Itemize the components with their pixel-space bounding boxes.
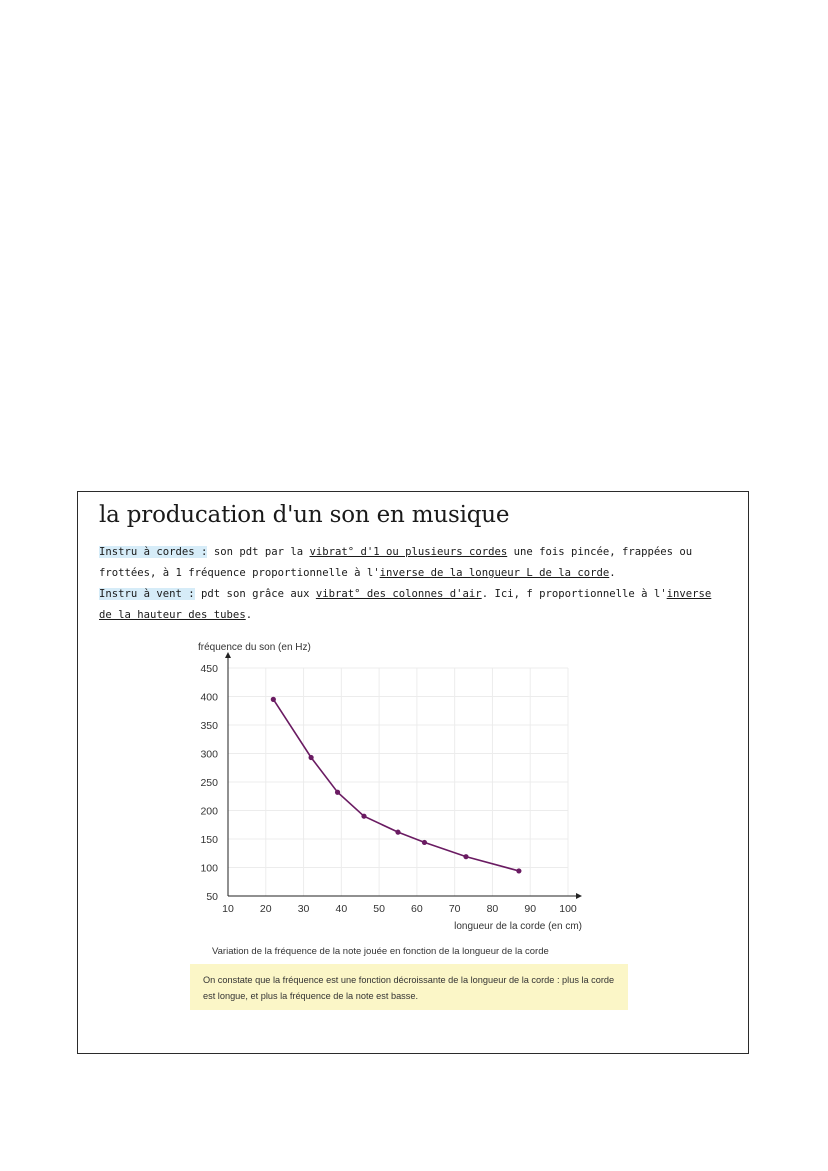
- y-tick-label: 300: [200, 748, 218, 761]
- x-tick-label: 100: [559, 903, 577, 915]
- note-card: [77, 491, 749, 1054]
- x-tick-label: 90: [524, 903, 537, 915]
- data-point: [361, 814, 366, 819]
- x-axis-arrow: [576, 893, 582, 899]
- y-tick-label: 350: [200, 720, 218, 732]
- y-tick-label: 200: [200, 805, 218, 818]
- wind-text-1: pdt son grâce aux: [194, 588, 316, 600]
- strings-text-2: une fois pincée, frappées ou frottées, à 1 fréquence proportionnelle à l': [99, 546, 693, 579]
- conclusion-box: On constate que la fréquence est une fonction décroissante de la longueur de la corde : plus la corde est longue, et plus la fréquence de la note est basse.: [190, 964, 628, 1010]
- wind-underline-2: inverse de la hauteur des tubes: [99, 588, 712, 621]
- x-tick-label: 60: [411, 903, 423, 915]
- data-point: [422, 840, 427, 845]
- y-tick-label: 250: [200, 777, 218, 789]
- data-point: [309, 755, 314, 760]
- x-tick-label: 80: [486, 903, 499, 915]
- wind-label: Instru à vent :: [99, 588, 195, 600]
- strings-underline-1: vibrat° d'1 ou plusieurs cordes: [309, 546, 508, 558]
- x-tick-label: 10: [222, 903, 234, 915]
- notes-paragraph: [99, 542, 724, 626]
- data-point: [463, 854, 468, 859]
- note-title: la producation d'un son en musique: [99, 502, 510, 528]
- x-tick-label: 50: [373, 903, 385, 915]
- x-tick-label: 30: [297, 903, 310, 915]
- strings-end: .: [609, 567, 616, 579]
- strings-label: Instru à cordes :: [99, 546, 208, 558]
- y-axis-label: fréquence du son (en Hz): [198, 642, 311, 653]
- y-tick-label: 450: [200, 663, 218, 675]
- data-point: [271, 697, 276, 702]
- frequency-chart: [188, 632, 638, 962]
- y-tick-label: 400: [200, 691, 218, 704]
- wind-end: .: [245, 609, 253, 621]
- wind-underline-1: vibrat° des colonnes d'air: [315, 588, 482, 600]
- y-tick-label: 150: [200, 834, 218, 846]
- data-point: [516, 868, 521, 873]
- x-axis-label: longueur de la corde (en cm): [454, 921, 582, 932]
- x-tick-label: 40: [335, 903, 348, 915]
- chart-caption: Variation de la fréquence de la note jouée en fonction de la longueur de la corde: [212, 946, 549, 957]
- data-point: [335, 790, 340, 795]
- strings-underline-2: inverse de la longueur L de la corde: [379, 567, 610, 579]
- x-tick-label: 70: [448, 903, 461, 915]
- y-tick-label: 50: [206, 891, 218, 903]
- chart-svg: [188, 632, 638, 942]
- data-point: [395, 830, 400, 835]
- strings-text-1: son pdt par la: [207, 546, 310, 558]
- x-tick-label: 20: [259, 903, 272, 915]
- wind-text-2: . Ici, f proportionnelle à l': [481, 588, 667, 600]
- y-tick-label: 100: [200, 862, 218, 875]
